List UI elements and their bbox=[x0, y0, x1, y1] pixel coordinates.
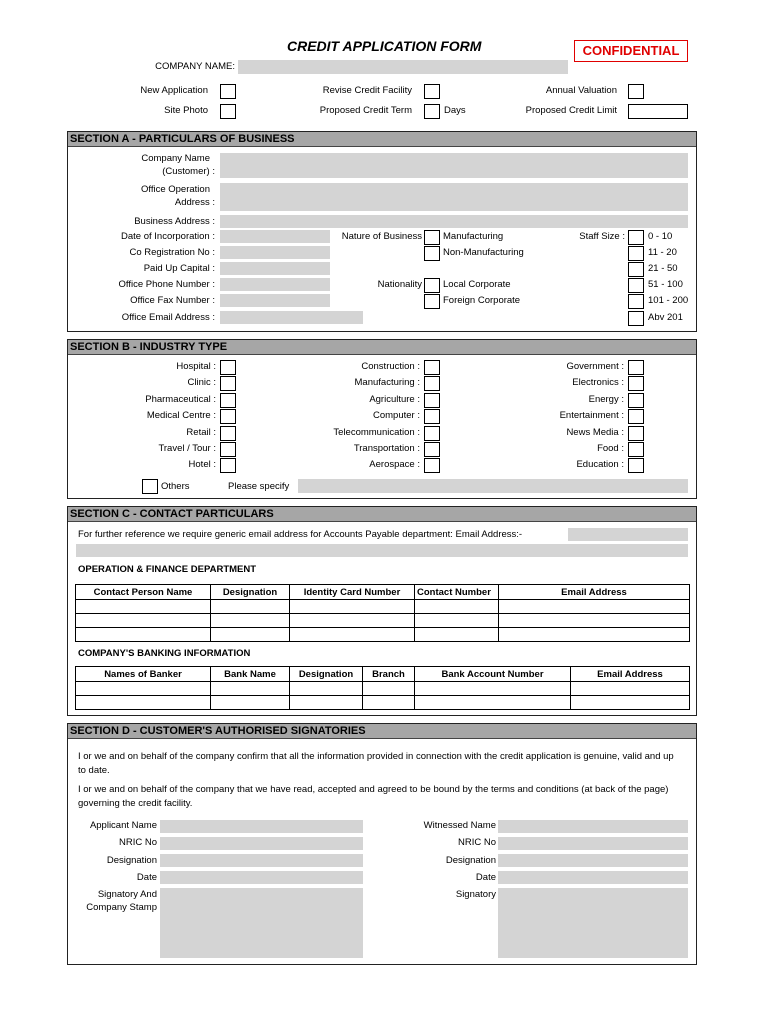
foreign-corporate-checkbox[interactable] bbox=[424, 294, 440, 309]
local-corporate-checkbox[interactable] bbox=[424, 278, 440, 293]
section-d-heading: SECTION D - CUSTOMER'S AUTHORISED SIGNATORIES bbox=[68, 724, 696, 739]
staff-abv-201-label: Abv 201 bbox=[648, 312, 683, 323]
table-cell[interactable] bbox=[499, 600, 690, 614]
office-phone-label: Office Phone Number : bbox=[118, 279, 215, 290]
table-cell[interactable] bbox=[571, 696, 690, 710]
industry-checkbox[interactable] bbox=[424, 458, 440, 473]
co-registration-field[interactable] bbox=[220, 246, 330, 259]
please-specify-label: Please specify bbox=[228, 481, 290, 492]
section-a-heading: SECTION A - PARTICULARS OF BUSINESS bbox=[68, 132, 696, 147]
industry-checkbox[interactable] bbox=[628, 376, 644, 391]
office-fax-label: Office Fax Number : bbox=[130, 295, 215, 306]
office-phone-field[interactable] bbox=[220, 278, 330, 291]
ops-col-header: Identity Card Number bbox=[290, 585, 415, 600]
staff-size-label: Staff Size : bbox=[579, 231, 625, 242]
co-registration-label: Co Registration No : bbox=[129, 247, 215, 258]
staff-101-200-checkbox[interactable] bbox=[628, 294, 644, 309]
proposed-credit-limit-label: Proposed Credit Limit bbox=[525, 105, 617, 116]
industry-label: Energy : bbox=[588, 393, 624, 405]
staff-21-50-label: 21 - 50 bbox=[648, 263, 678, 274]
table-cell[interactable] bbox=[499, 628, 690, 642]
office-operation-label-2: Address : bbox=[174, 197, 215, 208]
date-field[interactable] bbox=[160, 871, 363, 884]
table-row bbox=[76, 628, 690, 642]
proposed-credit-term-field[interactable] bbox=[424, 104, 440, 119]
industry-label: Pharmaceutical : bbox=[145, 393, 216, 405]
new-application-checkbox[interactable] bbox=[220, 84, 236, 99]
industry-checkbox[interactable] bbox=[628, 458, 644, 473]
staff-11-20-label: 11 - 20 bbox=[648, 247, 677, 258]
company-name-customer-field[interactable] bbox=[220, 153, 688, 178]
company-name-customer-label: Company Name bbox=[141, 153, 210, 164]
staff-11-20-checkbox[interactable] bbox=[628, 246, 644, 261]
ops-heading: OPERATION & FINANCE DEPARTMENT bbox=[78, 564, 257, 575]
annual-valuation-label: Annual Valuation bbox=[545, 85, 617, 96]
industry-label: Construction : bbox=[361, 361, 420, 372]
industry-label: Food : bbox=[597, 443, 624, 454]
company-name-label: COMPANY NAME: bbox=[155, 61, 235, 72]
signatory-stamp-field[interactable] bbox=[160, 888, 363, 958]
witness-designation-label: Designation bbox=[445, 855, 496, 866]
industry-checkbox[interactable] bbox=[424, 393, 440, 408]
industry-label: Hospital : bbox=[176, 361, 216, 372]
table-cell[interactable] bbox=[290, 614, 415, 628]
bank-col-header: Bank Account Number bbox=[415, 667, 571, 682]
table-cell[interactable] bbox=[415, 682, 571, 696]
industry-checkbox[interactable] bbox=[628, 393, 644, 408]
industry-checkbox[interactable] bbox=[220, 426, 236, 441]
table-cell[interactable] bbox=[290, 628, 415, 642]
bank-col-header: Email Address bbox=[571, 667, 690, 682]
ap-email-field-2[interactable] bbox=[76, 544, 688, 557]
table-cell[interactable] bbox=[211, 600, 290, 614]
others-checkbox[interactable] bbox=[142, 479, 158, 494]
non-manufacturing-checkbox[interactable] bbox=[424, 246, 440, 261]
industry-label: Telecommunication : bbox=[333, 426, 420, 438]
bank-col-header: Bank Name bbox=[211, 667, 290, 682]
industry-label: Clinic : bbox=[187, 377, 216, 389]
table-cell[interactable] bbox=[415, 600, 499, 614]
revise-credit-label: Revise Credit Facility bbox=[322, 85, 412, 96]
witness-signatory-field[interactable] bbox=[498, 888, 688, 958]
office-fax-field[interactable] bbox=[220, 294, 330, 307]
witness-date-field[interactable] bbox=[498, 871, 688, 884]
applicant-name-label: Applicant Name bbox=[89, 820, 157, 831]
bank-heading: COMPANY'S BANKING INFORMATION bbox=[78, 648, 251, 659]
industry-label: Government : bbox=[566, 361, 624, 372]
industry-label: Education : bbox=[576, 459, 624, 471]
bank-col-header: Names of Banker bbox=[76, 667, 211, 682]
confirmation-paragraph: I or we and on behalf of the company confirm that all the information provided in connection with the credit application is genuine, valid and up to date. bbox=[78, 751, 674, 776]
table-cell[interactable] bbox=[290, 696, 363, 710]
office-operation-label: Office Operation bbox=[140, 184, 210, 195]
staff-101-200-label: 101 - 200 bbox=[648, 295, 689, 306]
industry-label: Medical Centre : bbox=[146, 410, 216, 422]
table-row bbox=[76, 600, 690, 614]
table-row bbox=[76, 696, 690, 710]
confidential-stamp: CONFIDENTIAL bbox=[574, 40, 688, 62]
industry-checkbox[interactable] bbox=[424, 442, 440, 457]
table-cell[interactable] bbox=[211, 682, 290, 696]
staff-51-100-label: 51 - 100 bbox=[648, 279, 683, 290]
days-label: Days bbox=[444, 105, 466, 116]
proposed-credit-limit-field[interactable] bbox=[628, 104, 688, 119]
company-name-customer-label-2: (Customer) : bbox=[162, 166, 215, 177]
paid-up-capital-field[interactable] bbox=[220, 262, 330, 275]
table-cell[interactable] bbox=[363, 682, 415, 696]
table-cell[interactable] bbox=[76, 628, 211, 642]
table-row bbox=[76, 682, 690, 696]
proposed-credit-term-label: Proposed Credit Term bbox=[319, 105, 412, 116]
signatory-stamp-label: Signatory And bbox=[97, 889, 157, 900]
witness-nric-label: NRIC No bbox=[457, 837, 496, 848]
local-corporate-label: Local Corporate bbox=[443, 279, 511, 290]
table-cell[interactable] bbox=[363, 696, 415, 710]
date-of-incorporation-label: Date of Incorporation : bbox=[121, 231, 215, 242]
witness-nric-field[interactable] bbox=[498, 837, 688, 850]
staff-0-10-label: 0 - 10 bbox=[648, 231, 673, 242]
designation-label: Designation bbox=[106, 855, 157, 866]
industry-checkbox[interactable] bbox=[220, 458, 236, 473]
staff-21-50-checkbox[interactable] bbox=[628, 262, 644, 277]
table-cell[interactable] bbox=[415, 628, 499, 642]
site-photo-checkbox[interactable] bbox=[220, 104, 236, 119]
industry-label: Agriculture : bbox=[369, 393, 420, 405]
table-cell[interactable] bbox=[211, 628, 290, 642]
industry-label: Manufacturing : bbox=[354, 377, 420, 389]
manufacturing-label: Manufacturing bbox=[443, 231, 504, 242]
industry-label: Computer : bbox=[373, 410, 420, 422]
table-row bbox=[76, 614, 690, 628]
industry-checkbox[interactable] bbox=[628, 442, 644, 457]
reference-text: For further reference we require generic email address for Accounts Payable department: Email Address:- bbox=[78, 529, 523, 540]
industry-checkbox[interactable] bbox=[424, 426, 440, 441]
nature-of-business-label: Nature of Business bbox=[341, 231, 422, 242]
section-b-heading: SECTION B - INDUSTRY TYPE bbox=[68, 340, 696, 355]
paid-up-capital-label: Paid Up Capital : bbox=[143, 263, 215, 274]
witness-signatory-label: Signatory bbox=[455, 889, 496, 900]
manufacturing-checkbox[interactable] bbox=[424, 230, 440, 245]
industry-checkbox[interactable] bbox=[220, 442, 236, 457]
industry-checkbox[interactable] bbox=[424, 409, 440, 424]
industry-checkbox[interactable] bbox=[220, 409, 236, 424]
foreign-corporate-label: Foreign Corporate bbox=[443, 295, 521, 306]
revise-credit-checkbox[interactable] bbox=[424, 84, 440, 99]
table-cell[interactable] bbox=[290, 682, 363, 696]
witnessed-name-field[interactable] bbox=[498, 820, 688, 833]
non-manufacturing-label: Non-Manufacturing bbox=[443, 247, 524, 258]
table-cell[interactable] bbox=[76, 682, 211, 696]
please-specify-field[interactable] bbox=[298, 479, 688, 493]
table-cell[interactable] bbox=[415, 614, 499, 628]
table-cell[interactable] bbox=[76, 600, 211, 614]
office-email-label: Office Email Address : bbox=[121, 312, 215, 323]
ops-col-header: Designation bbox=[211, 585, 290, 600]
staff-51-100-checkbox[interactable] bbox=[628, 278, 644, 293]
nric-label: NRIC No bbox=[118, 837, 157, 848]
office-operation-address-field[interactable] bbox=[220, 183, 688, 211]
industry-label: Entertainment : bbox=[559, 410, 624, 422]
designation-field[interactable] bbox=[160, 854, 363, 867]
industry-label: News Media : bbox=[566, 426, 624, 438]
nric-field[interactable] bbox=[160, 837, 363, 850]
ops-col-header: Contact Number bbox=[415, 585, 499, 600]
table-cell[interactable] bbox=[499, 614, 690, 628]
industry-label: Transportation : bbox=[353, 443, 420, 454]
date-label: Date bbox=[136, 872, 157, 883]
staff-abv-201-checkbox[interactable] bbox=[628, 311, 644, 326]
annual-valuation-checkbox[interactable] bbox=[628, 84, 644, 99]
witness-designation-field[interactable] bbox=[498, 854, 688, 867]
industry-checkbox[interactable] bbox=[220, 376, 236, 391]
signatory-stamp-label-2: Company Stamp bbox=[86, 902, 157, 913]
industry-label: Aerospace : bbox=[369, 459, 420, 471]
site-photo-label: Site Photo bbox=[164, 105, 208, 116]
ops-col-header: Contact Person Name bbox=[76, 585, 211, 600]
office-email-field[interactable] bbox=[220, 311, 363, 324]
company-name-field[interactable] bbox=[238, 60, 568, 74]
nationality-label: Nationality bbox=[377, 279, 422, 290]
section-c-heading: SECTION C - CONTACT PARTICULARS bbox=[68, 507, 696, 522]
business-address-field[interactable] bbox=[220, 215, 688, 228]
bank-col-header: Branch bbox=[363, 667, 415, 682]
date-of-incorporation-field[interactable] bbox=[220, 230, 330, 243]
industry-label: Electronics : bbox=[572, 377, 624, 389]
industry-checkbox[interactable] bbox=[424, 360, 440, 375]
ops-table bbox=[75, 584, 690, 642]
table-cell[interactable] bbox=[211, 696, 290, 710]
table-cell[interactable] bbox=[76, 696, 211, 710]
business-address-label: Business Address : bbox=[134, 216, 215, 227]
bank-col-header: Designation bbox=[290, 667, 363, 682]
industry-label: Travel / Tour : bbox=[158, 443, 216, 454]
table-cell[interactable] bbox=[76, 614, 211, 628]
industry-label: Hotel : bbox=[188, 459, 216, 471]
ops-col-header: Email Address bbox=[499, 585, 690, 600]
industry-checkbox[interactable] bbox=[628, 360, 644, 375]
industry-checkbox[interactable] bbox=[220, 393, 236, 408]
industry-checkbox[interactable] bbox=[424, 376, 440, 391]
table-cell[interactable] bbox=[415, 696, 571, 710]
table-cell[interactable] bbox=[571, 682, 690, 696]
industry-checkbox[interactable] bbox=[628, 426, 644, 441]
industry-label: Retail : bbox=[186, 426, 216, 438]
industry-checkbox[interactable] bbox=[628, 409, 644, 424]
applicant-name-field[interactable] bbox=[160, 820, 363, 833]
ap-email-field[interactable] bbox=[568, 528, 688, 541]
table-cell[interactable] bbox=[290, 600, 415, 614]
terms-paragraph: I or we and on behalf of the company that we have read, accepted and agreed to be bound by the terms and conditions (at back of the page) governing the credit facility. bbox=[78, 784, 669, 809]
table-cell[interactable] bbox=[211, 614, 290, 628]
staff-0-10-checkbox[interactable] bbox=[628, 230, 644, 245]
new-application-label: New Application bbox=[140, 85, 208, 96]
witnessed-name-label: Witnessed Name bbox=[423, 820, 496, 831]
bank-table bbox=[75, 666, 690, 710]
form-title: CREDIT APPLICATION FORM bbox=[287, 38, 482, 54]
industry-checkbox[interactable] bbox=[220, 360, 236, 375]
witness-date-label: Date bbox=[475, 872, 496, 883]
others-label: Others bbox=[161, 481, 190, 492]
